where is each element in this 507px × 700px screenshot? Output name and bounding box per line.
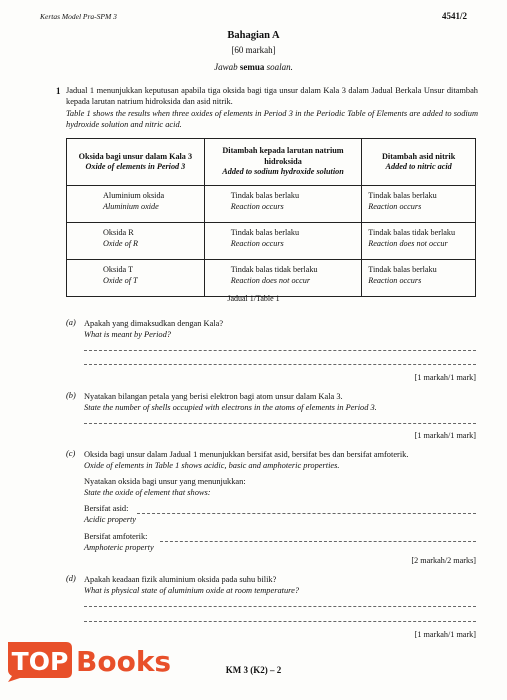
part-d-label: (d) <box>66 574 76 583</box>
acidic-answer-line[interactable] <box>137 513 476 514</box>
table-header-cell: Oksida bagi unsur dalam Kala 3 Oxide of elements in Period 3 <box>67 139 205 186</box>
table-cell: Oksida R Oxide of R <box>67 223 205 260</box>
table-cell: Aluminium oksida Aluminium oxide <box>67 186 205 223</box>
logo-top-badge <box>8 642 72 682</box>
question-number: 1 <box>56 86 61 96</box>
part-d-answer-line[interactable] <box>84 606 476 607</box>
part-b-question-ms: Nyatakan bilangan petala yang berisi elektron bagi atom unsur dalam Kala 3. <box>84 392 343 401</box>
part-d-question-en: What is physical state of aluminium oxide at room temperature? <box>84 586 300 595</box>
part-a-question-ms: Apakah yang dimaksudkan dengan Kala? <box>84 319 224 328</box>
paper-header-left: Kertas Model Pra-SPM 3 <box>40 12 117 21</box>
results-table <box>66 138 476 297</box>
amphoteric-field-label: Bersifat amfoterik: <box>84 532 148 541</box>
paper-code: 4541/2 <box>441 11 467 21</box>
acidic-field-label-en: Acidic property <box>84 515 137 524</box>
section-instruction: Jawab semua soalan. <box>214 62 293 72</box>
table-header-cell: Ditambah kepada larutan natrium hidroksida Added to sodium hydroxide solution <box>204 139 362 186</box>
table-cell: Tindak balas tidak berlaku Reaction does not occur <box>362 223 476 260</box>
part-d-marks: [1 markah/1 mark] <box>414 630 476 639</box>
part-a-answer-line[interactable] <box>84 364 476 365</box>
table-cell: Tindak balas berlaku Reaction occurs <box>362 186 476 223</box>
table-cell: Oksida T Oxide of T <box>67 260 205 297</box>
table-row <box>67 223 476 260</box>
table-cell: Tindak balas berlaku Reaction occurs <box>362 260 476 297</box>
table-header-row <box>67 139 476 186</box>
part-a-answer-line[interactable] <box>84 350 476 351</box>
table-cell: Tindak balas berlaku Reaction occurs <box>204 223 362 260</box>
amphoteric-field-label-en: Amphoteric property <box>84 543 154 552</box>
part-d-answer-line[interactable] <box>84 621 476 622</box>
part-c-marks: [2 markah/2 marks] <box>411 556 476 565</box>
part-b-answer-line[interactable] <box>84 423 476 424</box>
table-cell: Tindak balas berlaku Reaction occurs <box>204 186 362 223</box>
table-header-cell: Ditambah asid nitrik Added to nitric acid <box>362 139 476 186</box>
amphoteric-answer-line[interactable] <box>160 541 476 542</box>
part-b-label: (b) <box>66 391 76 400</box>
part-c-question-ms: Oksida bagi unsur dalam Jadual 1 menunjukkan bersifat asid, bersifat bes dan bersifat amfoterik. <box>84 450 409 459</box>
part-d-question-ms: Apakah keadaan fizik aluminium oksida pada suhu bilik? <box>84 575 277 584</box>
part-a-marks: [1 markah/1 mark] <box>414 373 476 382</box>
part-b-question-en: State the number of shells occupied with electrons in the atoms of elements in Period 3. <box>84 403 377 412</box>
question-intro-ms: Jadual 1 menunjukkan keputusan apabila tiga oksida bagi tiga unsur dalam Kala 3 dalam Jadual Berkala Unsur ditambah kepada larutan natrium hidroksida dan asid nitrik. <box>66 86 478 106</box>
part-a-question-en: What is meant by Period? <box>84 330 171 339</box>
section-marks: [60 markah] <box>231 45 276 55</box>
part-c-label: (c) <box>66 449 76 458</box>
page-footer: KM 3 (K2) – 2 <box>225 665 282 675</box>
table-row <box>67 260 476 297</box>
part-c-question2-en: State the oxide of element that shows: <box>84 488 211 497</box>
part-c-question-en: Oxide of elements in Table 1 shows acidic, basic and amphoteric properties. <box>84 461 340 470</box>
logo-books-text: Books <box>76 645 172 678</box>
topbooks-logo <box>2 638 182 682</box>
svg-text:TOP: TOP <box>11 647 69 676</box>
section-title: Bahagian A <box>227 30 280 41</box>
acidic-field-label: Bersifat asid: <box>84 504 129 513</box>
part-c-question2-ms: Nyatakan oksida bagi unsur yang menunjukkan: <box>84 477 246 486</box>
table-caption: Jadual 1/Table 1 <box>227 294 280 303</box>
question-intro-en: Table 1 shows the results when three oxides of elements in Period 3 in the Periodic Table of Elements are added to sodium hydroxide solution and nitric acid. <box>66 109 478 129</box>
part-b-marks: [1 markah/1 mark] <box>414 431 476 440</box>
part-a-label: (a) <box>66 318 76 327</box>
table-row <box>67 186 476 223</box>
table-cell: Tindak balas tidak berlaku Reaction does not occur <box>204 260 362 297</box>
